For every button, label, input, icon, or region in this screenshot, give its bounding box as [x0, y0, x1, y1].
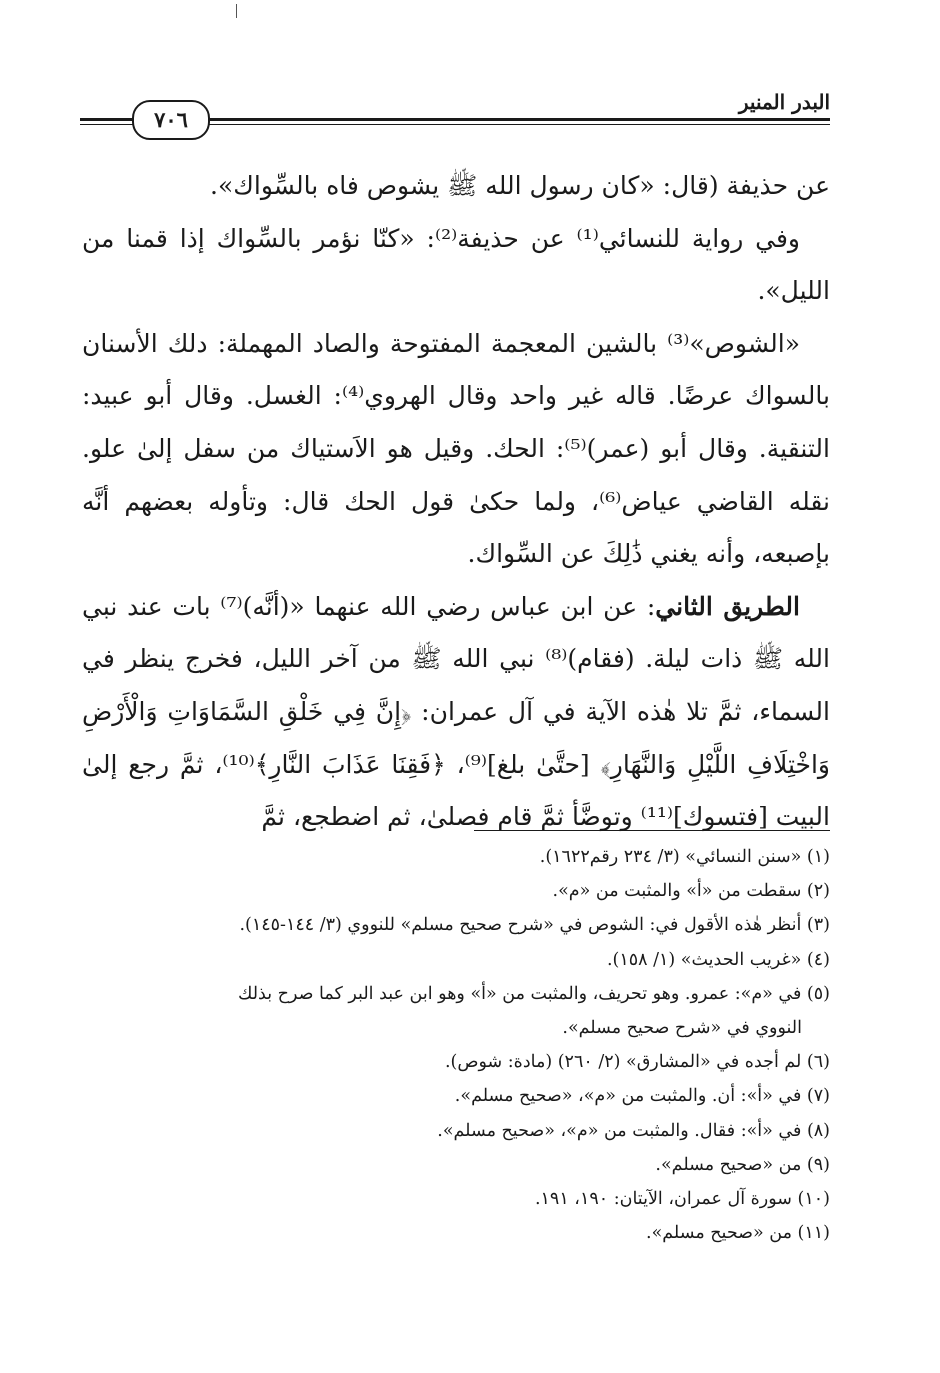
footnote: (٨) في «أ»: فقال. والمثبت من «م»، «صحيح مسلم».	[437, 1120, 830, 1141]
footnote: (٢) سقطت من «أ» والمثبت من «م».	[552, 881, 830, 902]
page-number: ٧٠٦	[132, 100, 210, 140]
footnote-separator	[474, 830, 830, 831]
footnote: (١١) من «صحيح مسلم».	[646, 1223, 830, 1244]
footnote: (٧) في «أ»: أن. والمثبت من «م»، «صحيح مسلم».	[454, 1086, 830, 1107]
footnote: (٣) أنظر هٰذه الأقول في: الشوص في «شرح صحيح مسلم» للنووي (٣/ ١٤٤-١٤٥).	[239, 915, 830, 936]
footnote: (١) «سنن النسائي» (٣/ ٢٣٤ رقم١٦٢٢).	[539, 847, 830, 867]
paragraph: عن حذيفة (قال: «كان رسول الله ﷺ يشوص فاه بالسِّواك».	[210, 171, 830, 200]
paragraph: «الشوص»⁽³⁾ بالشين المعجمة المفتوحة والصاد المهملة: دلك الأسنان بالسواك عرضًا. قاله غير واحد وقال الهروي⁽⁴⁾: الغسل. وقال أبو عبيد: التنقية. وقال أبو (عمر)⁽⁵⁾: الحك. وقيل هو الاَستياك من سفل إلىٰ علو. نقله القاضي عياض⁽⁶⁾، ولما حكىٰ قول الحك قال: وتأوله بعضهم أنَّه بإصبعه، وأنه يغني ذَٰلِكَ عن السِّواك.	[82, 328, 830, 569]
footnote: (١٠) سورة آل عمران، الآيتان: ١٩٠، ١٩١.	[534, 1189, 830, 1210]
main-text	[82, 160, 830, 844]
paragraph: وفي رواية للنسائي⁽¹⁾ عن حذيفة⁽²⁾: «كنّا نؤمر بالسِّواك إذا قمنا من الليل».	[82, 223, 830, 306]
section-lead: الطريق الثاني	[655, 591, 800, 621]
footnote: (٩) من «صحيح مسلم».	[655, 1154, 830, 1175]
footnote: (٦) لم أجده في «المشارق» (٢/ ٢٦٠) (مادة: شوص).	[444, 1052, 830, 1073]
footnotes	[82, 840, 830, 1250]
footnote-continuation: النووي في «شرح صحيح مسلم».	[562, 1018, 802, 1039]
paragraph-text: : عن ابن عباس رضي الله عنهما «(أنَّه)⁽⁷⁾ بات عند نبي الله ﷺ ذات ليلة. (فقام)⁽⁸⁾ نبي الله ﷺ من آخر الليل، فخرج ينظر في السماء، ثمَّ تلا هٰذه الآية في آل عمران: ﴿إِنَّ فِي خَلْقِ السَّمَاوَاتِ وَالْأَرْضِ وَاخْتِلَافِ اللَّيْلِ وَالنَّهَارِ﴾ [حتَّىٰ بلغ]⁽⁹⁾، ﴿فَقِنَا عَذَابَ النَّارِ﴾⁽¹⁰⁾، ثمَّ رجع إلىٰ البيت [فتسوك]⁽¹¹⁾ وتوضَّأ ثمَّ قام فصلىٰ، ثم اضطجع، ثمَّ	[82, 591, 830, 832]
scan-mark	[236, 4, 237, 18]
footnote: (٤) «غريب الحديث» (١/ ١٥٨).	[606, 949, 830, 970]
footnote: (٥) في «م»: عمرو. وهو تحريف، والمثبت من «أ» وهو ابن عبد البر كما صرح بذلك	[237, 983, 830, 1004]
paragraph	[82, 581, 830, 844]
page-header	[80, 88, 830, 138]
running-title: البدر المنير	[738, 90, 830, 114]
